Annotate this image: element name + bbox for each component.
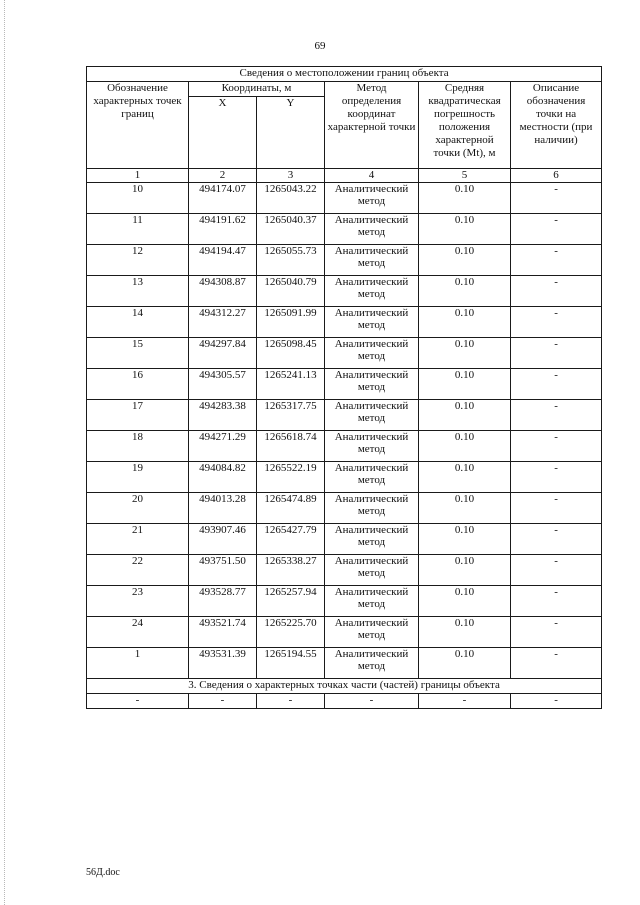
cell-x: 494312.27: [189, 307, 257, 338]
cell-method: Аналитический метод: [325, 493, 419, 524]
section3-value: -: [511, 694, 602, 709]
cell-y: 1265427.79: [257, 524, 325, 555]
cell-accuracy: 0.10: [419, 338, 511, 369]
cell-x: 493531.39: [189, 648, 257, 679]
header-method: Метод определения координат характерной точки: [325, 82, 419, 169]
cell-method: Аналитический метод: [325, 617, 419, 648]
table-row: [87, 555, 602, 586]
cell-point: 24: [87, 617, 189, 648]
cell-accuracy: 0.10: [419, 369, 511, 400]
cell-description: -: [511, 276, 602, 307]
cell-x: 494084.82: [189, 462, 257, 493]
table-row: [87, 431, 602, 462]
cell-description: -: [511, 555, 602, 586]
cell-y: 1265098.45: [257, 338, 325, 369]
header-coordinates: Координаты, м: [189, 82, 325, 97]
cell-accuracy: 0.10: [419, 245, 511, 276]
section3-row: [87, 679, 602, 694]
cell-y: 1265241.13: [257, 369, 325, 400]
cell-y: 1265194.55: [257, 648, 325, 679]
cell-point: 12: [87, 245, 189, 276]
table-row: [87, 586, 602, 617]
cell-accuracy: 0.10: [419, 586, 511, 617]
cell-x: 494283.38: [189, 400, 257, 431]
header-y: Y: [257, 97, 325, 169]
table-title-row: [87, 67, 602, 82]
cell-description: -: [511, 617, 602, 648]
table-row: [87, 214, 602, 245]
cell-description: -: [511, 462, 602, 493]
cell-x: 494305.57: [189, 369, 257, 400]
table-row: [87, 369, 602, 400]
cell-y: 1265040.79: [257, 276, 325, 307]
cell-description: -: [511, 431, 602, 462]
cell-method: Аналитический метод: [325, 276, 419, 307]
cell-point: 21: [87, 524, 189, 555]
cell-method: Аналитический метод: [325, 648, 419, 679]
cell-point: 22: [87, 555, 189, 586]
cell-y: 1265040.37: [257, 214, 325, 245]
cell-x: 493521.74: [189, 617, 257, 648]
cell-method: Аналитический метод: [325, 524, 419, 555]
cell-accuracy: 0.10: [419, 524, 511, 555]
cell-description: -: [511, 214, 602, 245]
cell-description: -: [511, 307, 602, 338]
cell-point: 11: [87, 214, 189, 245]
section3-value: -: [325, 694, 419, 709]
boundary-table: [86, 66, 602, 709]
cell-method: Аналитический метод: [325, 431, 419, 462]
cell-point: 14: [87, 307, 189, 338]
cell-description: -: [511, 369, 602, 400]
cell-y: 1265225.70: [257, 617, 325, 648]
cell-y: 1265317.75: [257, 400, 325, 431]
cell-point: 13: [87, 276, 189, 307]
cell-point: 1: [87, 648, 189, 679]
cell-accuracy: 0.10: [419, 617, 511, 648]
cell-y: 1265055.73: [257, 245, 325, 276]
cell-description: -: [511, 400, 602, 431]
table-row: [87, 338, 602, 369]
cell-y: 1265338.27: [257, 555, 325, 586]
table-title: Сведения о местоположении границ объекта: [87, 67, 602, 82]
cell-accuracy: 0.10: [419, 493, 511, 524]
cell-y: 1265043.22: [257, 183, 325, 214]
cell-method: Аналитический метод: [325, 586, 419, 617]
table-row: [87, 648, 602, 679]
page-edge: [4, 0, 6, 905]
cell-point: 23: [87, 586, 189, 617]
table-row: [87, 400, 602, 431]
cell-method: Аналитический метод: [325, 338, 419, 369]
cell-description: -: [511, 338, 602, 369]
cell-accuracy: 0.10: [419, 276, 511, 307]
column-number: 6: [511, 169, 602, 183]
section3-values-row: [87, 694, 602, 709]
table-row: [87, 307, 602, 338]
cell-x: 493907.46: [189, 524, 257, 555]
table-row: [87, 462, 602, 493]
section3-value: -: [87, 694, 189, 709]
column-number-row: [87, 169, 602, 183]
column-number: 2: [189, 169, 257, 183]
cell-method: Аналитический метод: [325, 369, 419, 400]
table-row: [87, 245, 602, 276]
cell-method: Аналитический метод: [325, 245, 419, 276]
cell-accuracy: 0.10: [419, 400, 511, 431]
cell-method: Аналитический метод: [325, 307, 419, 338]
cell-point: 15: [87, 338, 189, 369]
cell-accuracy: 0.10: [419, 307, 511, 338]
cell-accuracy: 0.10: [419, 183, 511, 214]
cell-accuracy: 0.10: [419, 431, 511, 462]
section3-title: 3. Сведения о характерных точках части (частей) границы объекта: [87, 679, 602, 694]
column-number: 5: [419, 169, 511, 183]
cell-description: -: [511, 648, 602, 679]
table-row: [87, 276, 602, 307]
footer-filename: 56Д.doc: [86, 867, 120, 878]
cell-accuracy: 0.10: [419, 648, 511, 679]
cell-y: 1265522.19: [257, 462, 325, 493]
cell-x: 494194.47: [189, 245, 257, 276]
column-number: 1: [87, 169, 189, 183]
table-row: [87, 183, 602, 214]
cell-x: 494191.62: [189, 214, 257, 245]
cell-method: Аналитический метод: [325, 555, 419, 586]
cell-x: 493751.50: [189, 555, 257, 586]
cell-method: Аналитический метод: [325, 214, 419, 245]
cell-point: 16: [87, 369, 189, 400]
cell-description: -: [511, 183, 602, 214]
header-description: Описание обозначения точки на местности (при наличии): [511, 82, 602, 169]
section3-value: -: [257, 694, 325, 709]
cell-x: 494013.28: [189, 493, 257, 524]
cell-method: Аналитический метод: [325, 400, 419, 431]
cell-accuracy: 0.10: [419, 462, 511, 493]
cell-point: 17: [87, 400, 189, 431]
cell-point: 20: [87, 493, 189, 524]
column-number: 3: [257, 169, 325, 183]
cell-x: 494308.87: [189, 276, 257, 307]
cell-x: 493528.77: [189, 586, 257, 617]
header-x: X: [189, 97, 257, 169]
section3-value: -: [189, 694, 257, 709]
column-number: 4: [325, 169, 419, 183]
header-row: [87, 82, 602, 97]
page-number: 69: [314, 40, 326, 52]
header-designation: Обозначение характерных точек границ: [87, 82, 189, 169]
cell-x: 494271.29: [189, 431, 257, 462]
cell-method: Аналитический метод: [325, 183, 419, 214]
cell-accuracy: 0.10: [419, 555, 511, 586]
cell-y: 1265474.89: [257, 493, 325, 524]
cell-accuracy: 0.10: [419, 214, 511, 245]
cell-point: 19: [87, 462, 189, 493]
cell-x: 494174.07: [189, 183, 257, 214]
cell-point: 18: [87, 431, 189, 462]
cell-description: -: [511, 524, 602, 555]
header-accuracy: Средняя квадратическая погрешность положения характерной точки (Mt), м: [419, 82, 511, 169]
cell-y: 1265618.74: [257, 431, 325, 462]
cell-point: 10: [87, 183, 189, 214]
cell-method: Аналитический метод: [325, 462, 419, 493]
table-row: [87, 493, 602, 524]
cell-x: 494297.84: [189, 338, 257, 369]
cell-description: -: [511, 586, 602, 617]
table-row: [87, 524, 602, 555]
table-row: [87, 617, 602, 648]
section3-value: -: [419, 694, 511, 709]
cell-description: -: [511, 493, 602, 524]
cell-description: -: [511, 245, 602, 276]
cell-y: 1265091.99: [257, 307, 325, 338]
cell-y: 1265257.94: [257, 586, 325, 617]
